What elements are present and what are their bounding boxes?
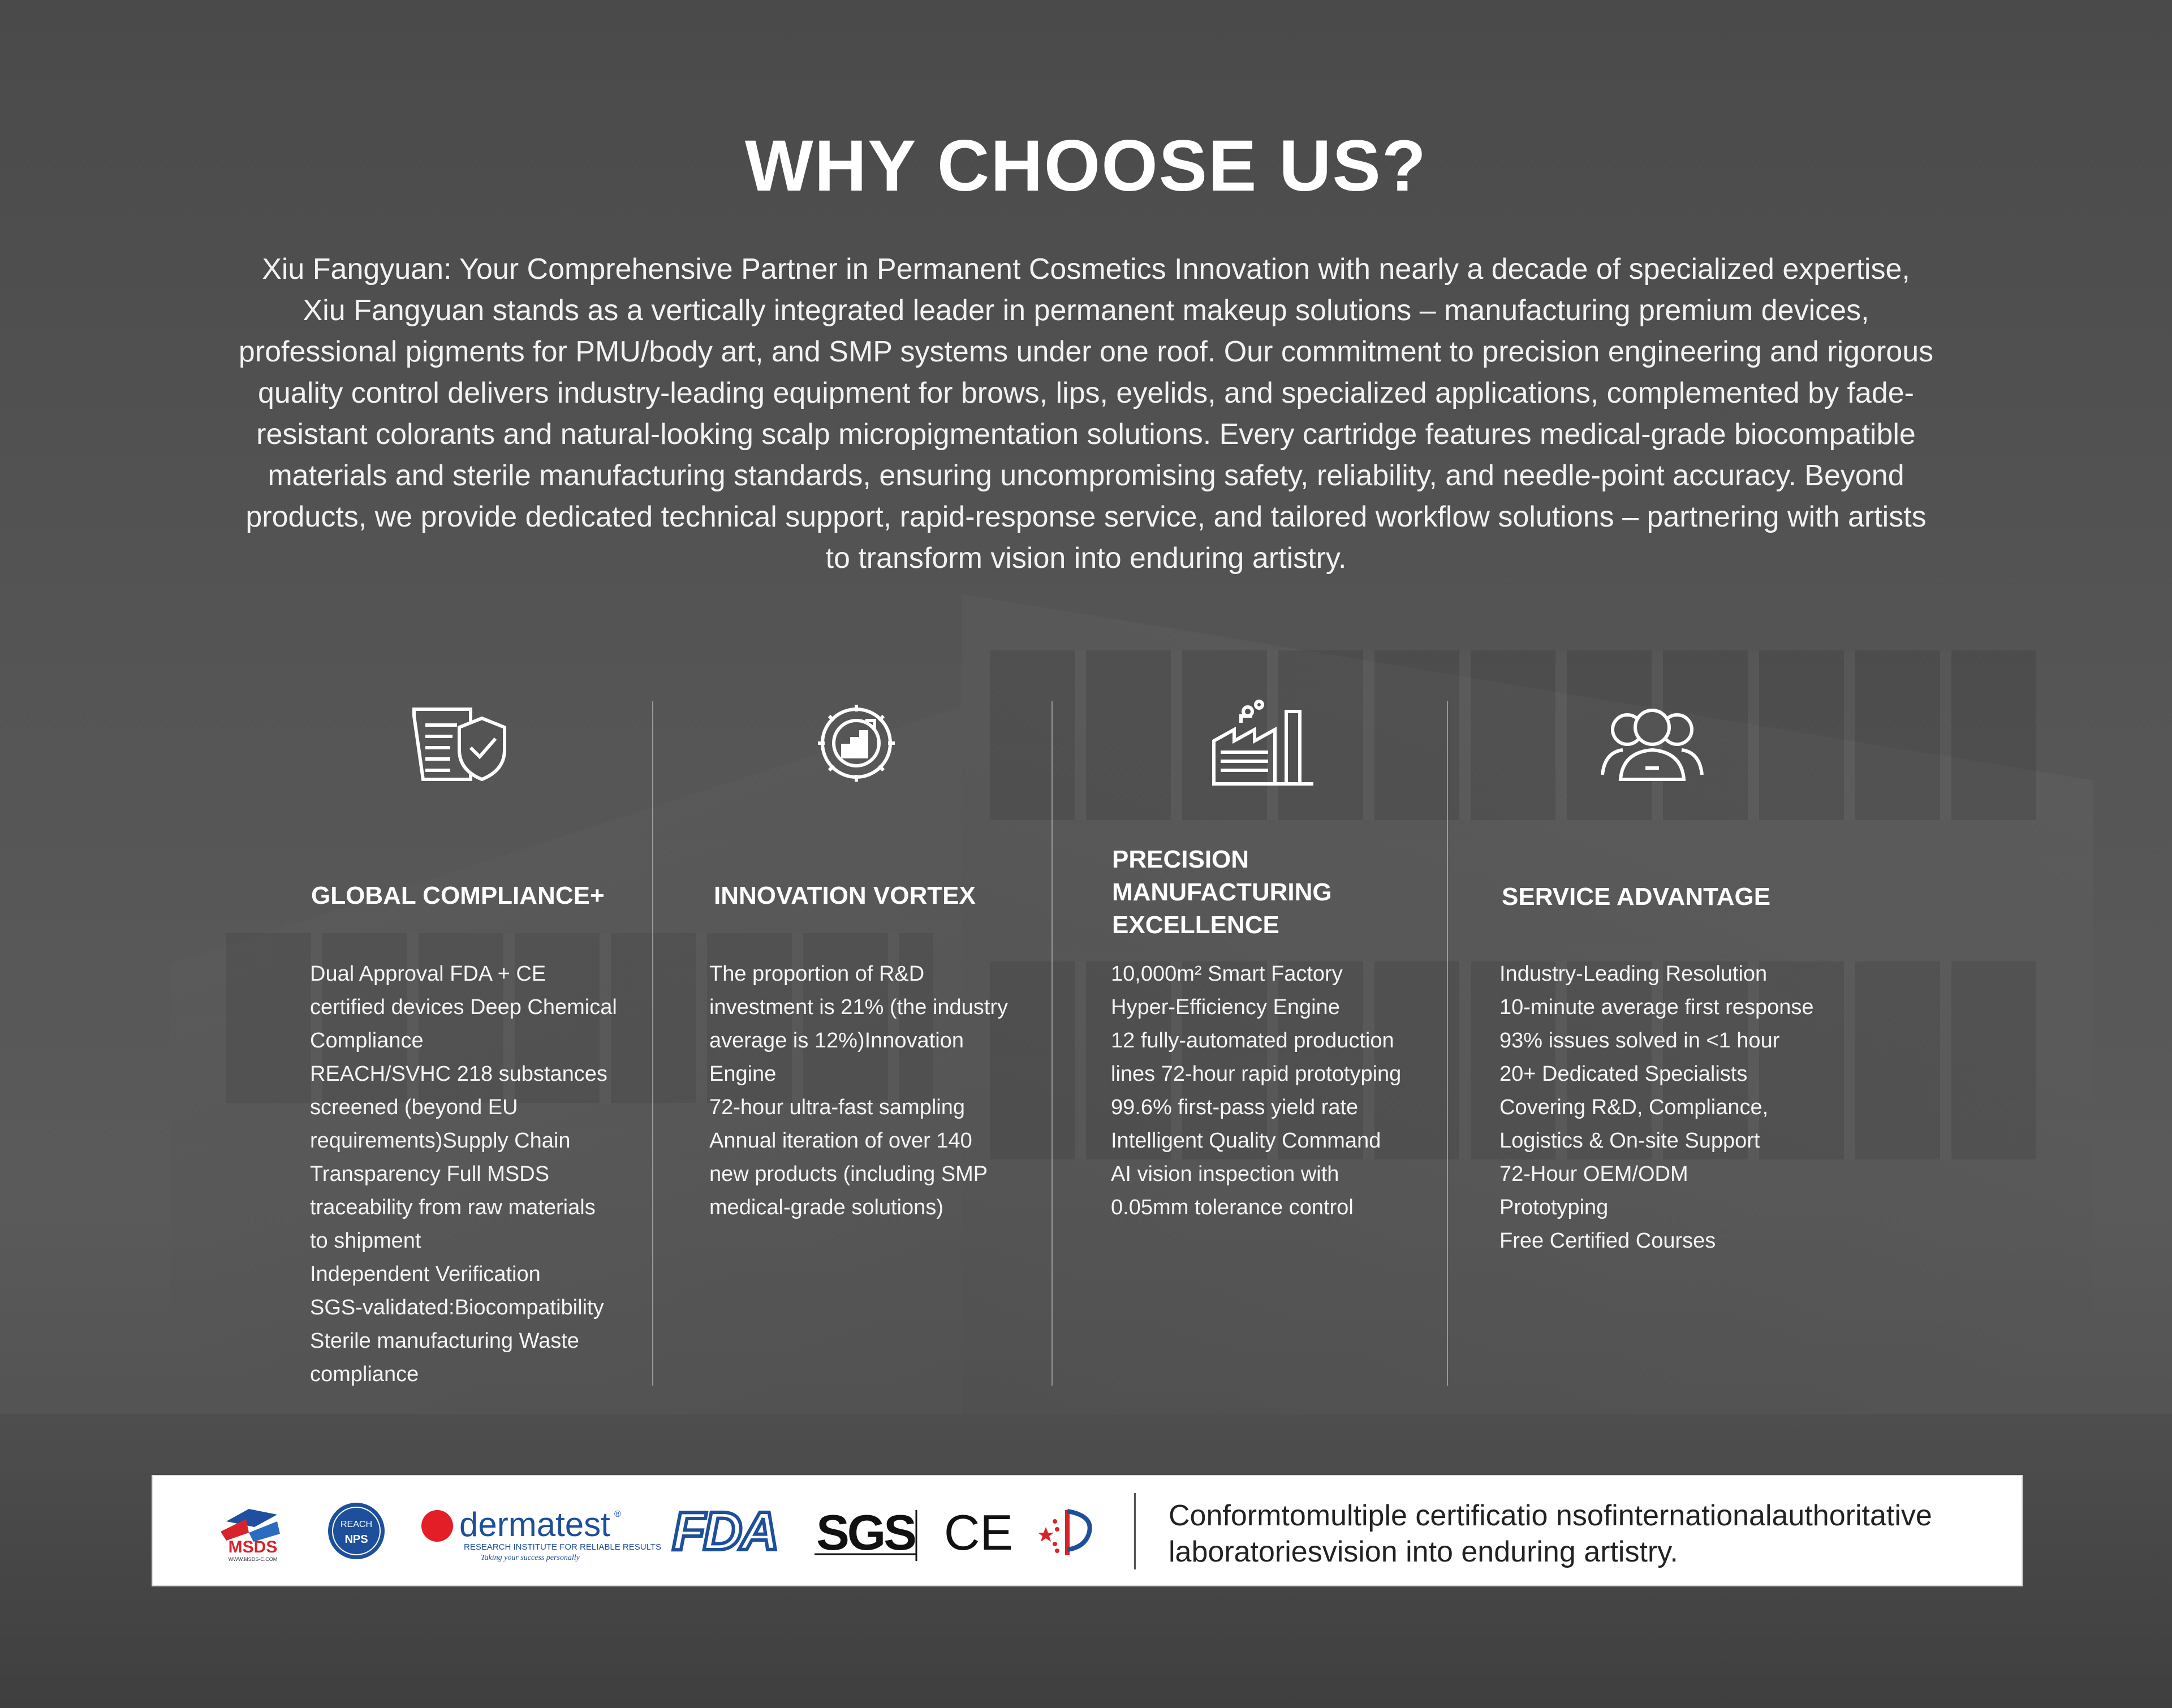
feature-body: 10,000m² Smart Factory Hyper-Efficiency Engine 12 fully-automated production lines 72-hour rapid prototyping 99.6% first-pass yield rate Intelligent Quality Command AI vision inspection with 0.05mm tolerance control <box>1111 962 1402 1219</box>
fda-logo-text: FDA <box>672 1501 777 1562</box>
ce-logo <box>945 1499 1012 1564</box>
reach-logo-subtext: NPS <box>344 1533 368 1546</box>
sgs-logo <box>809 1499 922 1564</box>
reach-logo-text: REACH <box>340 1520 373 1529</box>
page-title: WHY CHOOSE US? <box>744 126 1428 206</box>
column-divider <box>1051 701 1053 1386</box>
team-people-icon <box>1596 696 1709 792</box>
reach-logo <box>325 1499 387 1564</box>
dermatest-logo-text: dermatest <box>459 1506 610 1543</box>
feature-heading: SERVICE ADVANTAGE <box>1502 883 1771 911</box>
certification-separator <box>1134 1493 1136 1569</box>
msds-logo-text: MSDS <box>228 1538 278 1556</box>
column-divider <box>652 701 653 1386</box>
msds-logo <box>215 1499 291 1564</box>
sgs-logo-text: SGS <box>816 1504 915 1560</box>
certification-bar <box>152 1475 2023 1586</box>
dermatest-logo-tagline: Taking your success personally <box>481 1554 580 1562</box>
feature-body: Industry-Leading Resolution 10-minute average first response 93% issues solved in <1 hour 20+ Dedicated Specialists Covering R&D, Compliance, Logistics & On-site Support 72-Hour OEM/ODM Prototyping Free Certified Courses <box>1499 962 1814 1253</box>
svg-text:®: ® <box>614 1509 621 1519</box>
dermatest-logo <box>419 1499 661 1564</box>
feature-body: The proportion of R&D investment is 21% (the industry average is 12%)Innovation Engine 72-hour ultra-fast sampling Annual iteration of over 140 new products (including SMP medical-grade solutions) <box>709 962 1009 1219</box>
feature-body: Dual Approval FDA + CE certified devices Deep Chemical Compliance REACH/SVHC 218 substances screened (beyond EU requirements)Supply Chain Transparency Full MSDS traceability from raw materials to shipment Independent Verification SGS-validated:Biocompatibility Sterile manufacturing Waste compliance <box>310 962 617 1386</box>
msds-logo-url: WWW.MSDS-C.COM <box>228 1556 278 1562</box>
cma-logo <box>1032 1499 1100 1564</box>
certification-text: Conformtomultiple certificatio nsofinternationalauthoritative laboratoriesvision into enduring artistry. <box>1169 1499 1932 1568</box>
dermatest-logo-sub: RESEARCH INSTITUTE FOR RELIABLE RESULTS <box>464 1542 661 1552</box>
factory-icon <box>1207 696 1320 792</box>
feature-heading: PRECISION MANUFACTURING EXCELLENCE <box>1112 846 1332 939</box>
gear-chart-icon <box>800 696 913 792</box>
fda-logo <box>665 1499 787 1564</box>
intro-paragraph: Xiu Fangyuan: Your Comprehensive Partner in Permanent Cosmetics Innovation with nearly a decade of specialized expertise, Xiu Fangyuan stands as a vertically integrated leader in permanent makeup solutions – manufacturing premium devices, professional pigments for PMU/body art, and SMP systems under one roof. Our commitment to precision engineering and rigorous quality control delivers industry-leading equipment for brows, lips, eyelids, and specialized applications, complemented by fade-resistant colorants and natural-looking scalp micropigmentation solutions. Every cartridge features medical-grade biocompatible materials and sterile manufacturing standards, ensuring uncompromising safety, reliability, and needle-point accuracy. Beyond products, we provide dedicated technical support, rapid-response service, and tailored workflow solutions – partnering with artists to transform vision into enduring artistry. <box>238 253 1934 575</box>
feature-heading: GLOBAL COMPLIANCE+ <box>311 882 605 909</box>
ce-logo-text: CE <box>943 1504 1014 1560</box>
feature-heading: INNOVATION VORTEX <box>714 882 976 909</box>
column-divider <box>1447 701 1448 1386</box>
document-shield-check-icon <box>400 696 514 792</box>
